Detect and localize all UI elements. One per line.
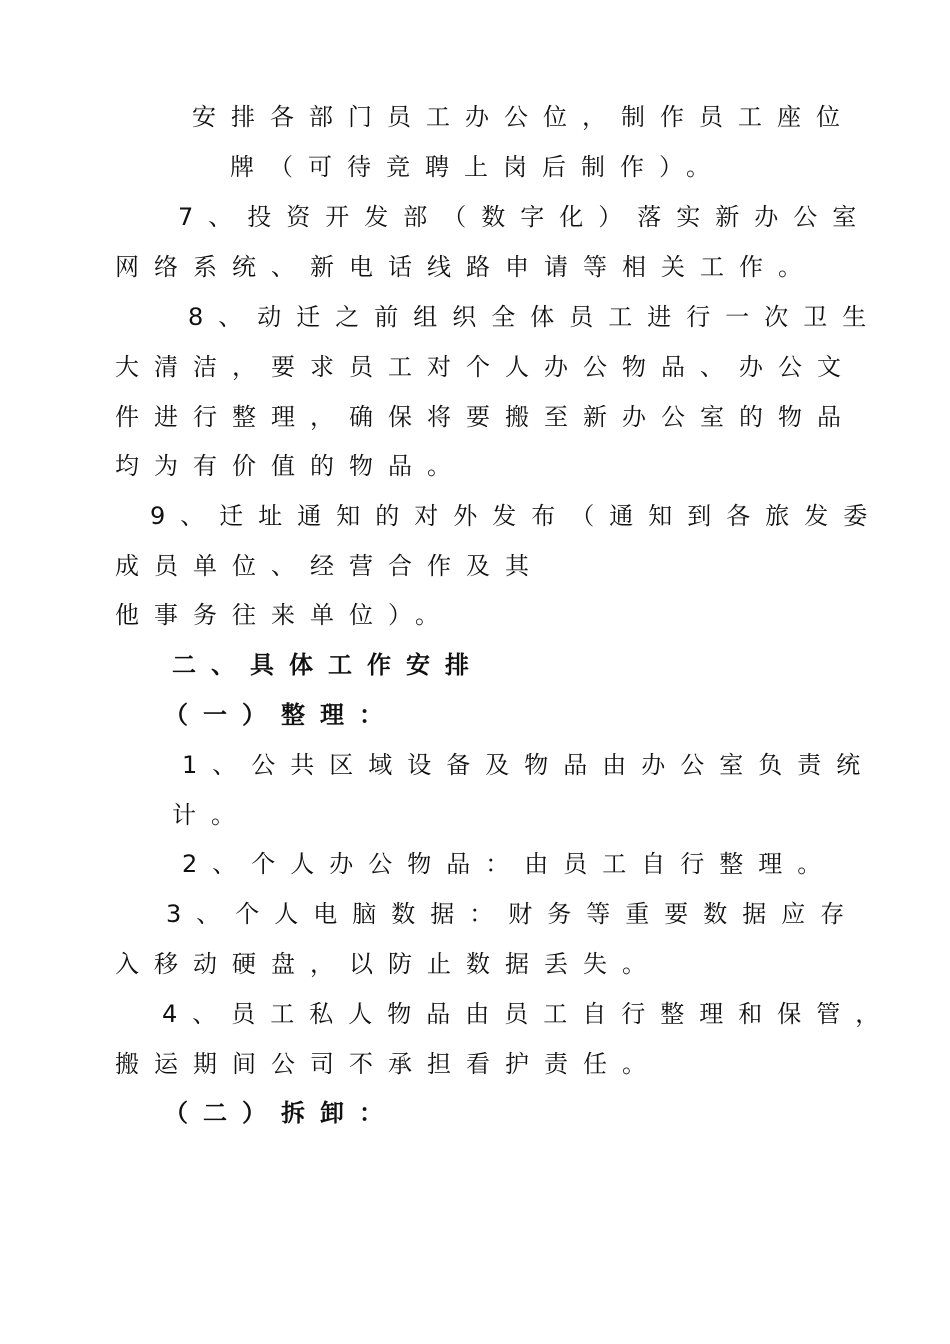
subsection-heading: （一）整理： [164,701,398,729]
text-line: 他事务往来单位）。 [115,601,454,629]
text-line: 搬运期间公司不承担看护责任。 [115,1050,661,1078]
text-line: 3、个人电脑数据：财务等重要数据应存 [166,900,860,928]
text-line: 9、迁址通知的对外发布（通知到各旅发委 [150,502,883,530]
text-line: 安排各部门员工办公位，制作员工座位 [192,103,855,131]
text-line: 入移动硬盘，以防止数据丢失。 [115,950,661,978]
subsection-heading: （二）拆卸： [164,1099,398,1127]
text-line: 2、个人办公物品：由员工自行整理。 [182,850,837,878]
text-line: 网络系统、新电话线路申请等相关工作。 [115,253,817,281]
text-line: 件进行整理，确保将要搬至新办公室的物品 [115,403,856,431]
text-line: 7、投资开发部（数字化）落实新办公室 [178,203,872,231]
text-line: 计。 [172,801,250,829]
section-heading: 二、具体工作安排 [172,651,484,679]
text-line: 大清洁，要求员工对个人办公物品、办公文 [115,353,856,381]
text-line: 均为有价值的物品。 [115,452,466,480]
text-line: 牌（可待竞聘上岗后制作）。 [230,153,725,181]
text-line: 1、公共区域设备及物品由办公室负责统 [182,751,876,779]
text-line: 8、动迁之前组织全体员工进行一次卫生 [188,303,882,331]
text-line: 成员单位、经营合作及其 [115,552,544,580]
text-line: 4、员工私人物品由员工自行整理和保管， [162,1000,895,1028]
